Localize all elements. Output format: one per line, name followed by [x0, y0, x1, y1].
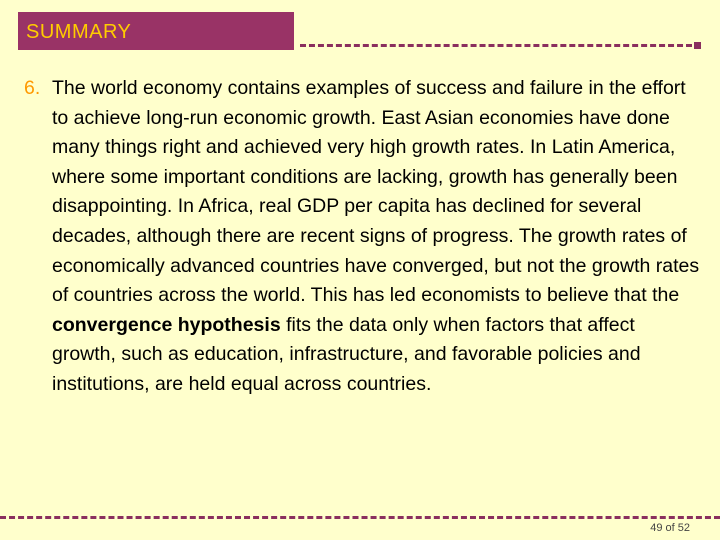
- item-number: 6.: [24, 77, 41, 99]
- key-term: convergence hypothesis: [52, 313, 281, 336]
- slide-title: SUMMARY: [26, 21, 132, 43]
- summary-paragraph: [52, 74, 704, 400]
- paragraph-text-before: The world economy contains examples of success and failure in the effort to achieve long-run economic growth. East Asian economies have done many things right and achieved very high growth rates. In Latin America, where some important conditions are lacking, growth has generally been disappointing. In Africa, real GDP per capita has declined for several decades, although there are recent signs of progress. The growth rates of economically advanced countries have converged, but not the growth rates of countries across the world. This has led economists to believe that the: [52, 77, 700, 307]
- header-bar: [18, 12, 294, 50]
- bottom-dashed-divider: [0, 516, 720, 519]
- page-number: 49 of 52: [650, 522, 690, 534]
- summary-item: [24, 74, 704, 400]
- divider-end-square: [694, 42, 701, 49]
- top-dashed-divider: [300, 44, 692, 47]
- paragraph-text-after: fits the data only when factors that affect growth, such as education, infrastructure, and favorable policies and institutions, are held equal across countries.: [52, 313, 641, 395]
